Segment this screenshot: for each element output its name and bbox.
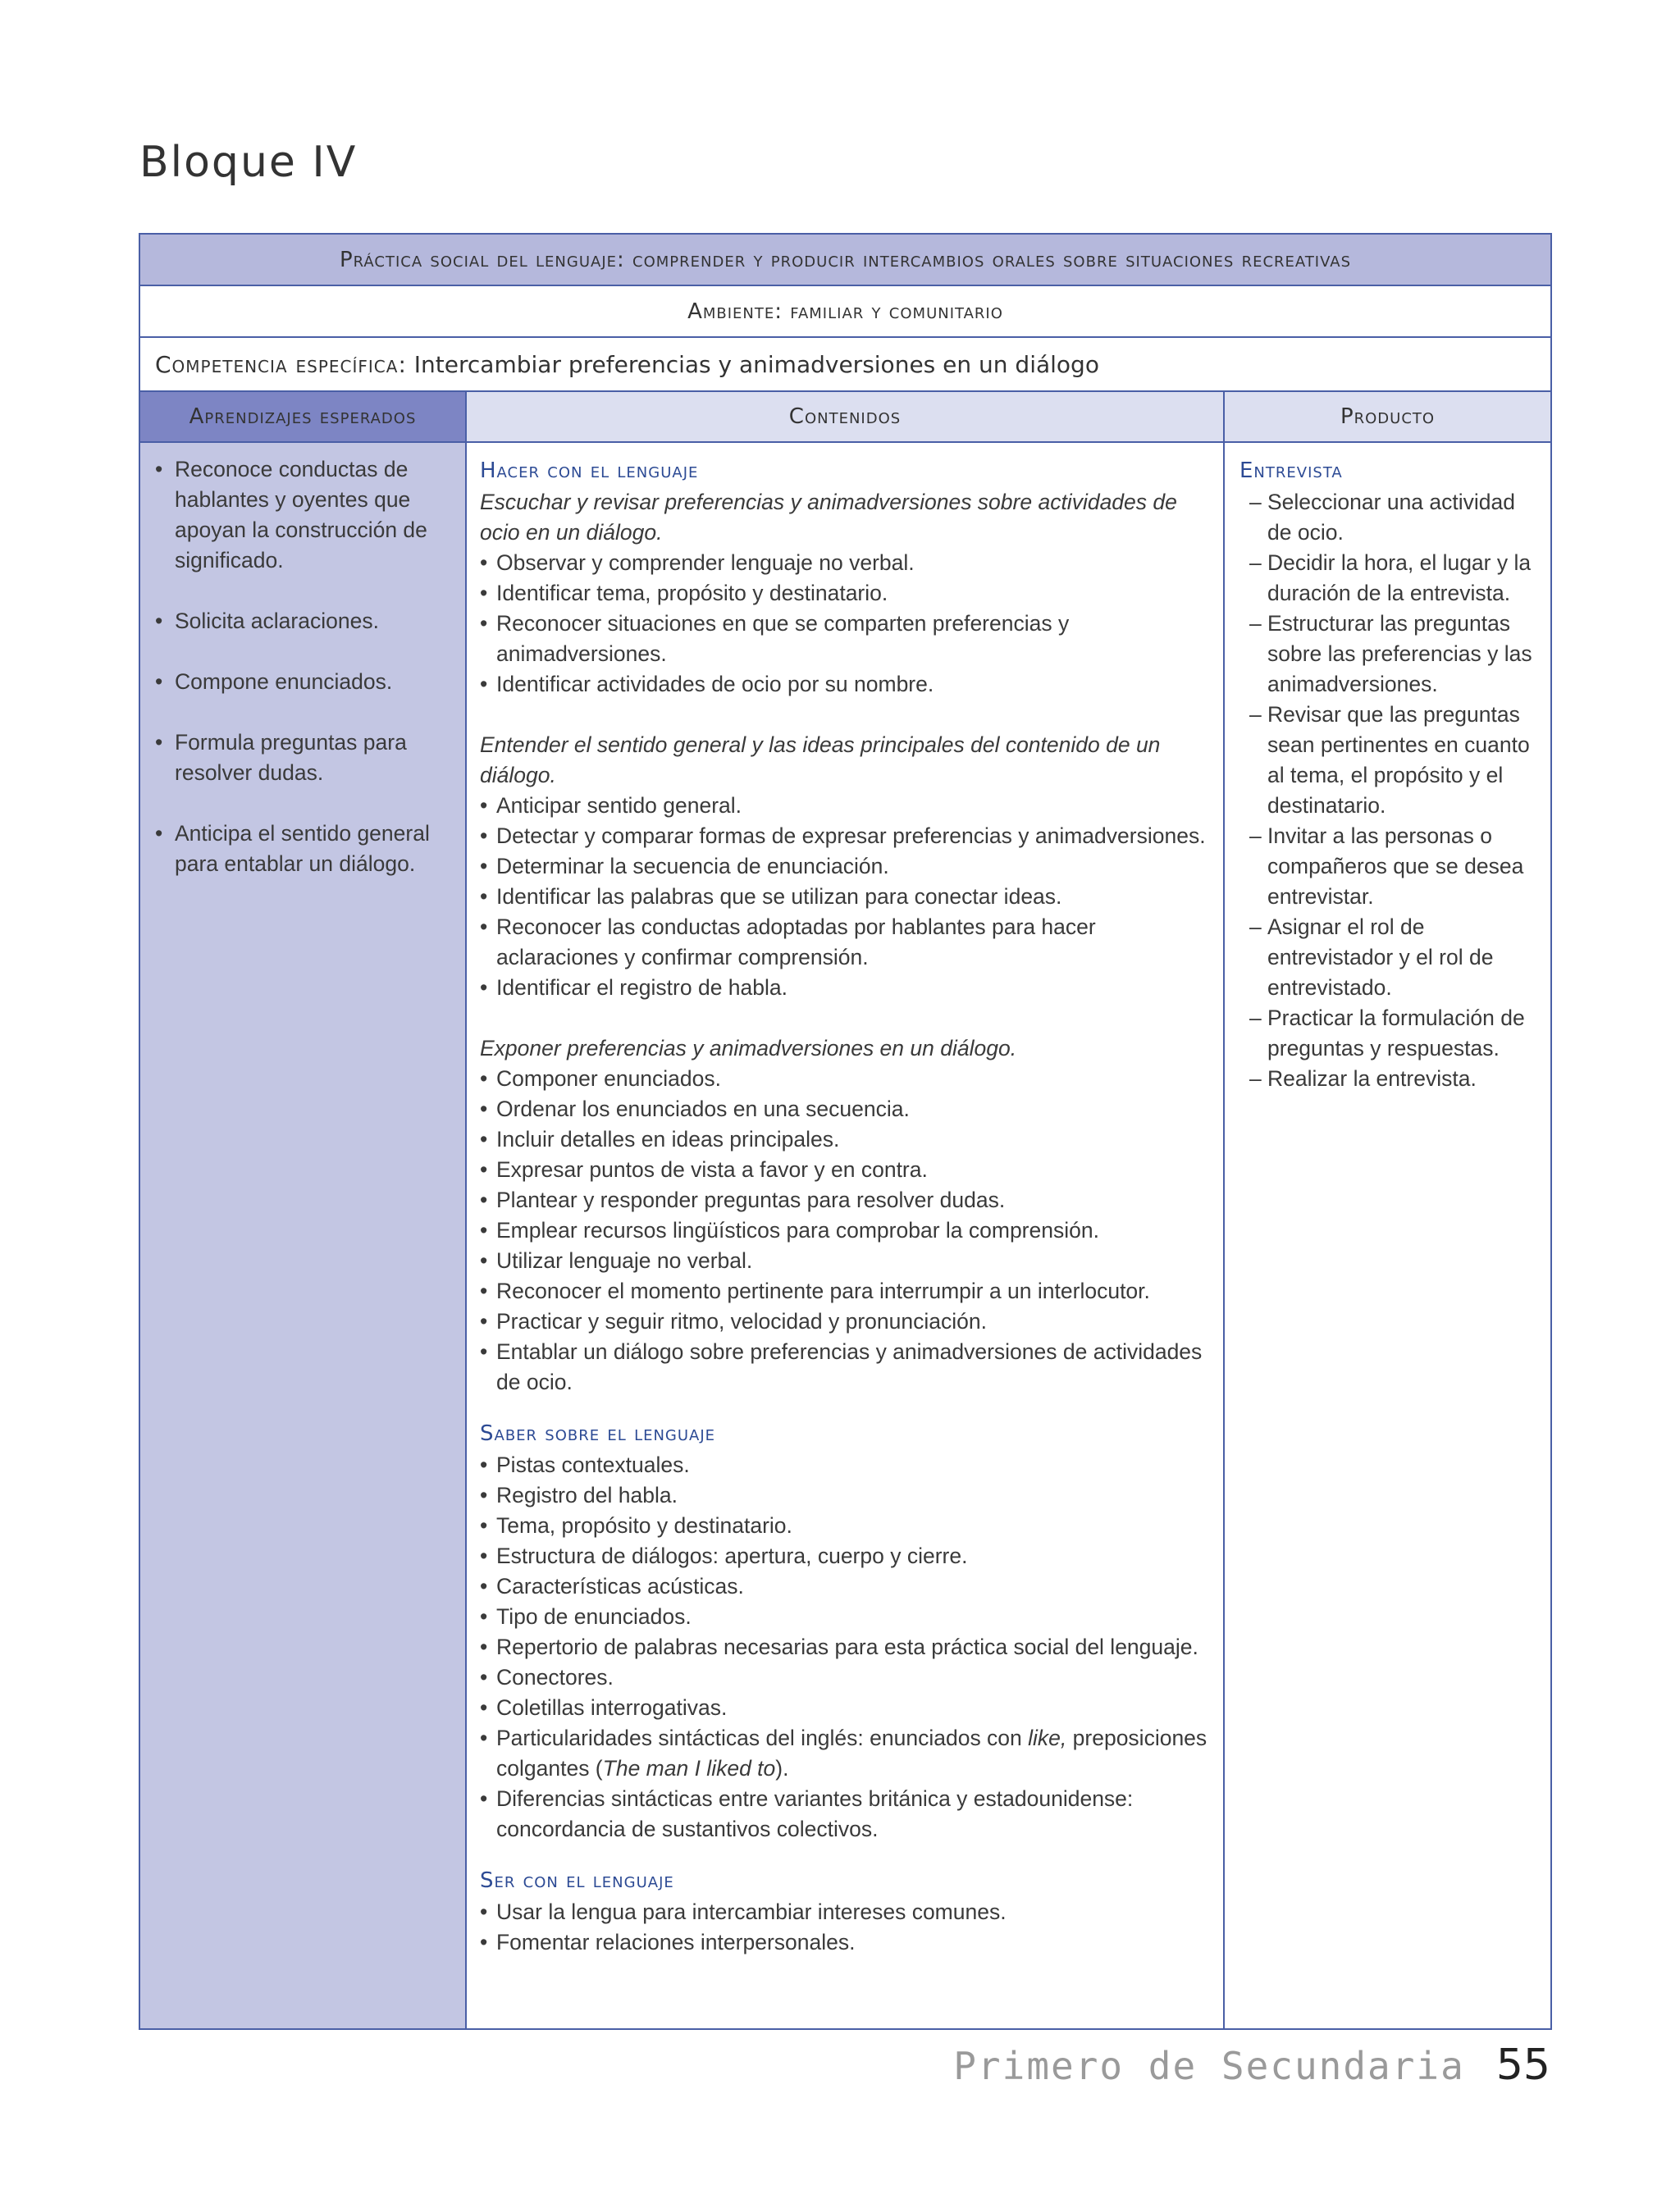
list-item: • Reconocer las conductas adoptadas por hablantes para hacer aclaraciones y confirmar comprensión. (480, 912, 1215, 973)
list-item: • Expresar puntos de vista a favor y en contra. (480, 1155, 1215, 1185)
list-item: • Anticipar sentido general. (480, 791, 1215, 821)
bullet-list (480, 791, 1215, 1003)
list-item: • Entablar un diálogo sobre preferencias y animadversiones de actividades de ocio. (480, 1337, 1215, 1398)
bullet-list (480, 1897, 1215, 1958)
section-title-saber: Saber sobre el lenguaje (480, 1421, 716, 1446)
list-item: • Plantear y responder preguntas para resolver dudas. (480, 1185, 1215, 1215)
list-item: • Tema, propósito y destinatario. (480, 1511, 1215, 1541)
list-item: – Revisar que las preguntas sean pertinentes en cuanto al tema, el propósito y el destinatario. (1239, 700, 1544, 821)
competence-row (140, 338, 1550, 392)
bullet-list (480, 548, 1215, 700)
text-segment: preposiciones colgantes ( (496, 1726, 1208, 1781)
text-segment: Particularidades sintácticas del inglés: enunciados con (496, 1726, 1029, 1750)
list-item: – Asignar el rol de entrevistador y el rol de entrevistado. (1239, 912, 1544, 1003)
list-item: • Detectar y comparar formas de expresar preferencias y animadversiones. (480, 821, 1215, 851)
header-contenidos: Contenidos (467, 392, 1225, 441)
list-item: • Compone enunciados. (155, 667, 457, 697)
list-item: • Registro del habla. (480, 1480, 1215, 1511)
list-item: – Invitar a las personas o compañeros que se desea entrevistar. (1239, 821, 1544, 912)
producto-column (1225, 443, 1550, 2028)
table-body (140, 443, 1550, 2028)
list-item: • Determinar la secuencia de enunciación. (480, 851, 1215, 882)
list-item: • Observar y comprender lenguaje no verbal. (480, 548, 1215, 578)
page-title: Bloque IV (139, 138, 358, 187)
list-item: • Repertorio de palabras necesarias para esta práctica social del lenguaje. (480, 1632, 1215, 1662)
text-segment-italic: The man I liked to (602, 1756, 776, 1781)
dash-list (1239, 487, 1544, 1094)
competence-label: Competencia específica: (155, 351, 407, 378)
list-item: • Solicita aclaraciones. (155, 606, 457, 636)
list-item: • Practicar y seguir ritmo, velocidad y pronunciación. (480, 1307, 1215, 1337)
list-item: • Identificar actividades de ocio por su nombre. (480, 669, 1215, 700)
header-producto: Producto (1225, 392, 1550, 441)
list-item: – Realizar la entrevista. (1239, 1064, 1544, 1094)
practice-header: Práctica social del lenguaje: comprender y producir intercambios orales sobre situaciones recreativas (140, 235, 1550, 286)
text-segment-italic: like, (1028, 1726, 1067, 1750)
list-item: – Practicar la formulación de preguntas y respuestas. (1239, 1003, 1544, 1064)
footer-text: Primero de Secundaria (953, 2044, 1465, 2088)
subtitle: Escuchar y revisar preferencias y animadversiones sobre actividades de ocio en un diálogo. (480, 490, 1177, 545)
bullet-list (480, 1450, 1215, 1845)
list-item: • Pistas contextuales. (480, 1450, 1215, 1480)
list-item: • Estructura de diálogos: apertura, cuerpo y cierre. (480, 1541, 1215, 1571)
list-item (480, 1723, 1215, 1784)
page-footer (953, 2041, 1550, 2090)
text-segment: ). (775, 1756, 789, 1781)
list-item: • Fomentar relaciones interpersonales. (480, 1927, 1215, 1958)
list-item: – Estructurar las preguntas sobre las preferencias y las animadversiones. (1239, 609, 1544, 700)
list-item: • Tipo de enunciados. (480, 1602, 1215, 1632)
list-item: • Identificar tema, propósito y destinatario. (480, 578, 1215, 609)
section-title-hacer: Hacer con el lenguaje (480, 458, 699, 483)
list-item: • Usar la lengua para intercambiar intereses comunes. (480, 1897, 1215, 1927)
environment-header: Ambiente: familiar y comunitario (140, 286, 1550, 338)
contenidos-column (467, 443, 1225, 2028)
section-title-ser: Ser con el lenguaje (480, 1868, 674, 1893)
list-item: • Identificar el registro de habla. (480, 973, 1215, 1003)
list-item: • Reconoce conductas de hablantes y oyentes que apoyan la construcción de significado. (155, 454, 457, 576)
list-item: • Emplear recursos lingüísticos para comprobar la comprensión. (480, 1215, 1215, 1246)
list-item: • Coletillas interrogativas. (480, 1693, 1215, 1723)
list-item: • Anticipa el sentido general para entablar un diálogo. (155, 819, 457, 879)
aprendizajes-list (155, 454, 457, 879)
list-item: • Características acústicas. (480, 1571, 1215, 1602)
list-item: • Ordenar los enunciados en una secuencia. (480, 1094, 1215, 1124)
list-item: • Componer enunciados. (480, 1064, 1215, 1094)
list-item: • Identificar las palabras que se utilizan para conectar ideas. (480, 882, 1215, 912)
bullet-list (480, 1064, 1215, 1398)
header-aprendizajes: Aprendizajes esperados (140, 392, 467, 441)
section-title-entrevista: Entrevista (1239, 458, 1343, 483)
list-item: • Utilizar lenguaje no verbal. (480, 1246, 1215, 1276)
subtitle: Exponer preferencias y animadversiones en un diálogo. (480, 1036, 1017, 1060)
list-item: • Conectores. (480, 1662, 1215, 1693)
list-item: • Reconocer situaciones en que se comparten preferencias y animadversiones. (480, 609, 1215, 669)
subtitle: Entender el sentido general y las ideas principales del contenido de un diálogo. (480, 732, 1161, 787)
curriculum-table (139, 233, 1552, 2030)
list-item: • Diferencias sintácticas entre variantes británica y estadounidense: concordancia de sustantivos colectivos. (480, 1784, 1215, 1845)
list-item: • Incluir detalles en ideas principales. (480, 1124, 1215, 1155)
list-item: – Seleccionar una actividad de ocio. (1239, 487, 1544, 548)
column-headers (140, 392, 1550, 443)
list-item: • Reconocer el momento pertinente para interrumpir a un interlocutor. (480, 1276, 1215, 1307)
competence-text: Intercambiar preferencias y animadversiones en un diálogo (413, 351, 1099, 378)
page-number: 55 (1495, 2041, 1550, 2090)
aprendizajes-column (140, 443, 467, 2028)
list-item: – Decidir la hora, el lugar y la duración de la entrevista. (1239, 548, 1544, 609)
list-item: • Formula preguntas para resolver dudas. (155, 727, 457, 788)
